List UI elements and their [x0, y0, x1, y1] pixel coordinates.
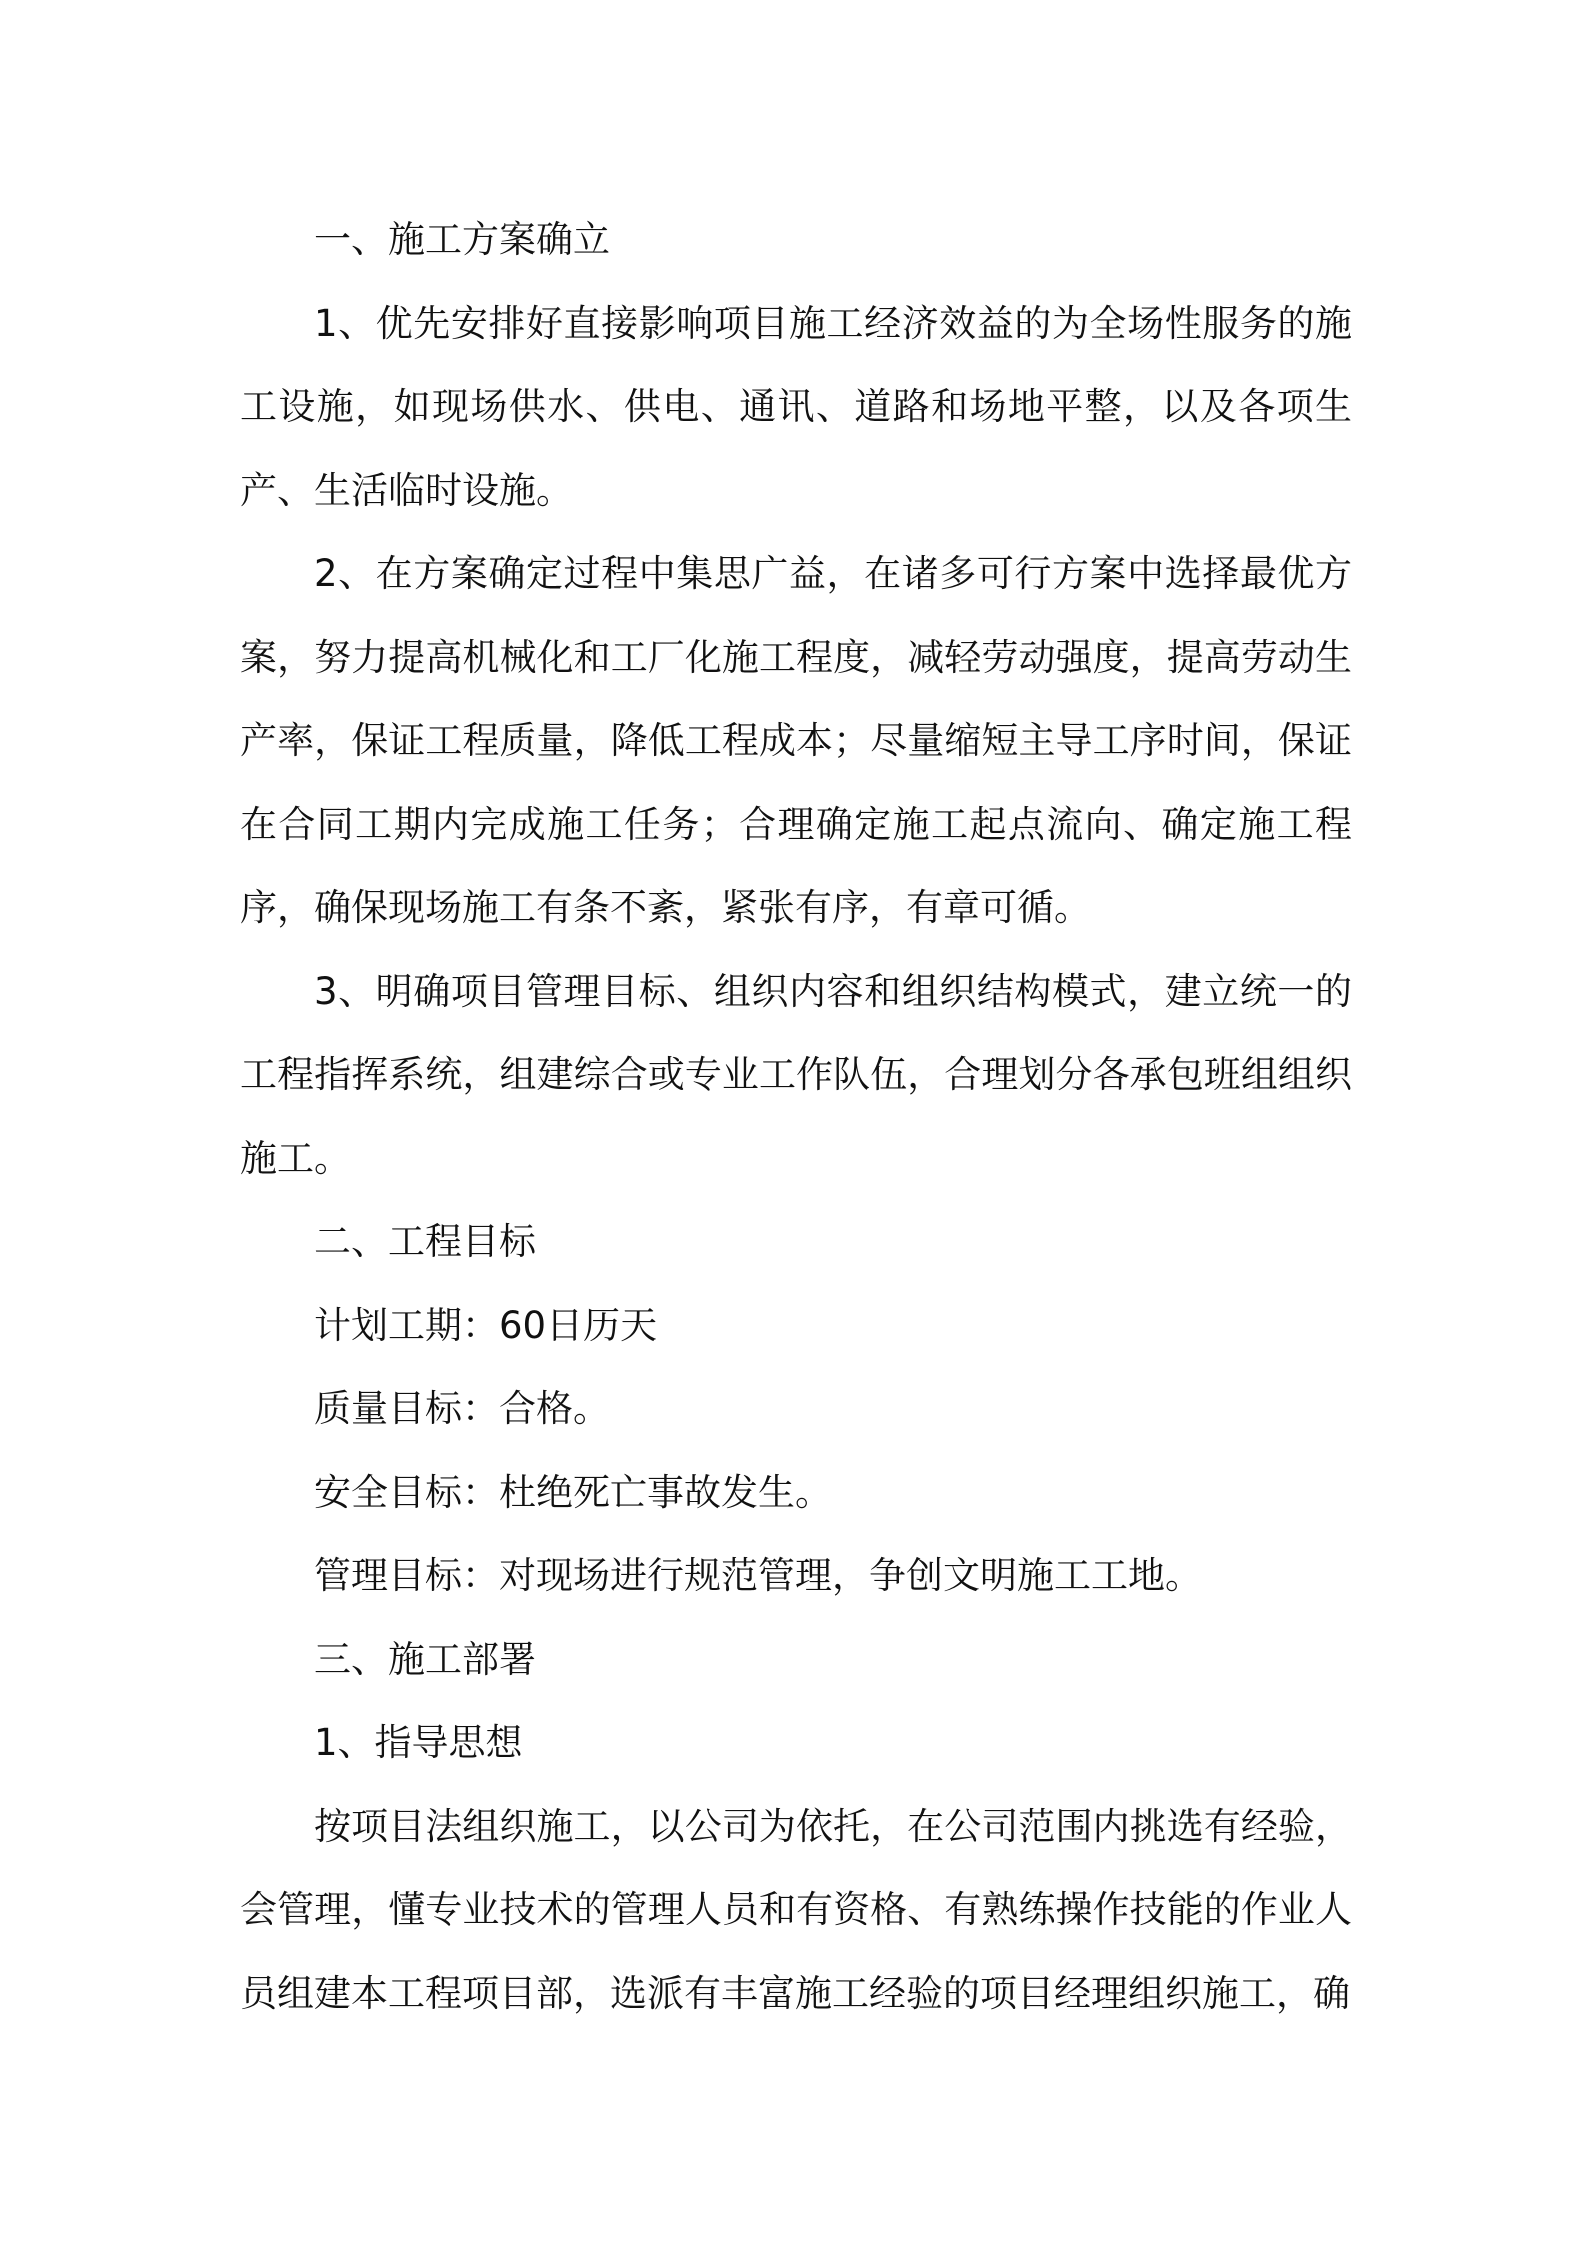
goal-management: 管理目标：对现场进行规范管理，争创文明施工工地。	[314, 1554, 1202, 1597]
section-heading-3: 三、施工部署	[314, 1637, 536, 1681]
section-heading-2: 二、工程目标	[314, 1220, 536, 1263]
paragraph-1-2: 2、在方案确定过程中集思广益，在诸多可行方案中选择最优方案，努力提高机械化和工厂化施工程度，减轻劳动强度，提高劳动生产率，保证工程质量，降低工程成本；尽量缩短主导工序时间，保证在合同工期内完成施工任务；合理确定施工起点流向、确定施工程序，确保现场施工有条不紊，紧张有序，有章可循。	[240, 552, 1352, 929]
section-heading-1: 一、施工方案确立	[314, 218, 610, 261]
subsection-heading-3-1: 1、指导思想	[314, 1721, 523, 1764]
goal-quality: 质量目标：合格。	[314, 1387, 610, 1430]
paragraph-1-1: 1、优先安排好直接影响项目施工经济效益的为全场性服务的施工设施，如现场供水、供电、通讯、道路和场地平整，以及各项生产、生活临时设施。	[240, 301, 1352, 512]
document-body	[240, 198, 1352, 2035]
goal-safety: 安全目标：杜绝死亡事故发生。	[314, 1470, 832, 1514]
goal-schedule: 计划工期：60日历天	[314, 1303, 658, 1347]
paragraph-1-3: 3、明确项目管理目标、组织内容和组织结构模式，建立统一的工程指挥系统，组建综合或专业工作队伍，合理划分各承包班组组织施工。	[240, 969, 1352, 1180]
paragraph-3-1: 按项目法组织施工，以公司为依托，在公司范围内挑选有经验，会管理，懂专业技术的管理人员和有资格、有熟练操作技能的作业人员组建本工程项目部，选派有丰富施工经验的项目经理组织施工，确	[240, 1804, 1352, 2015]
